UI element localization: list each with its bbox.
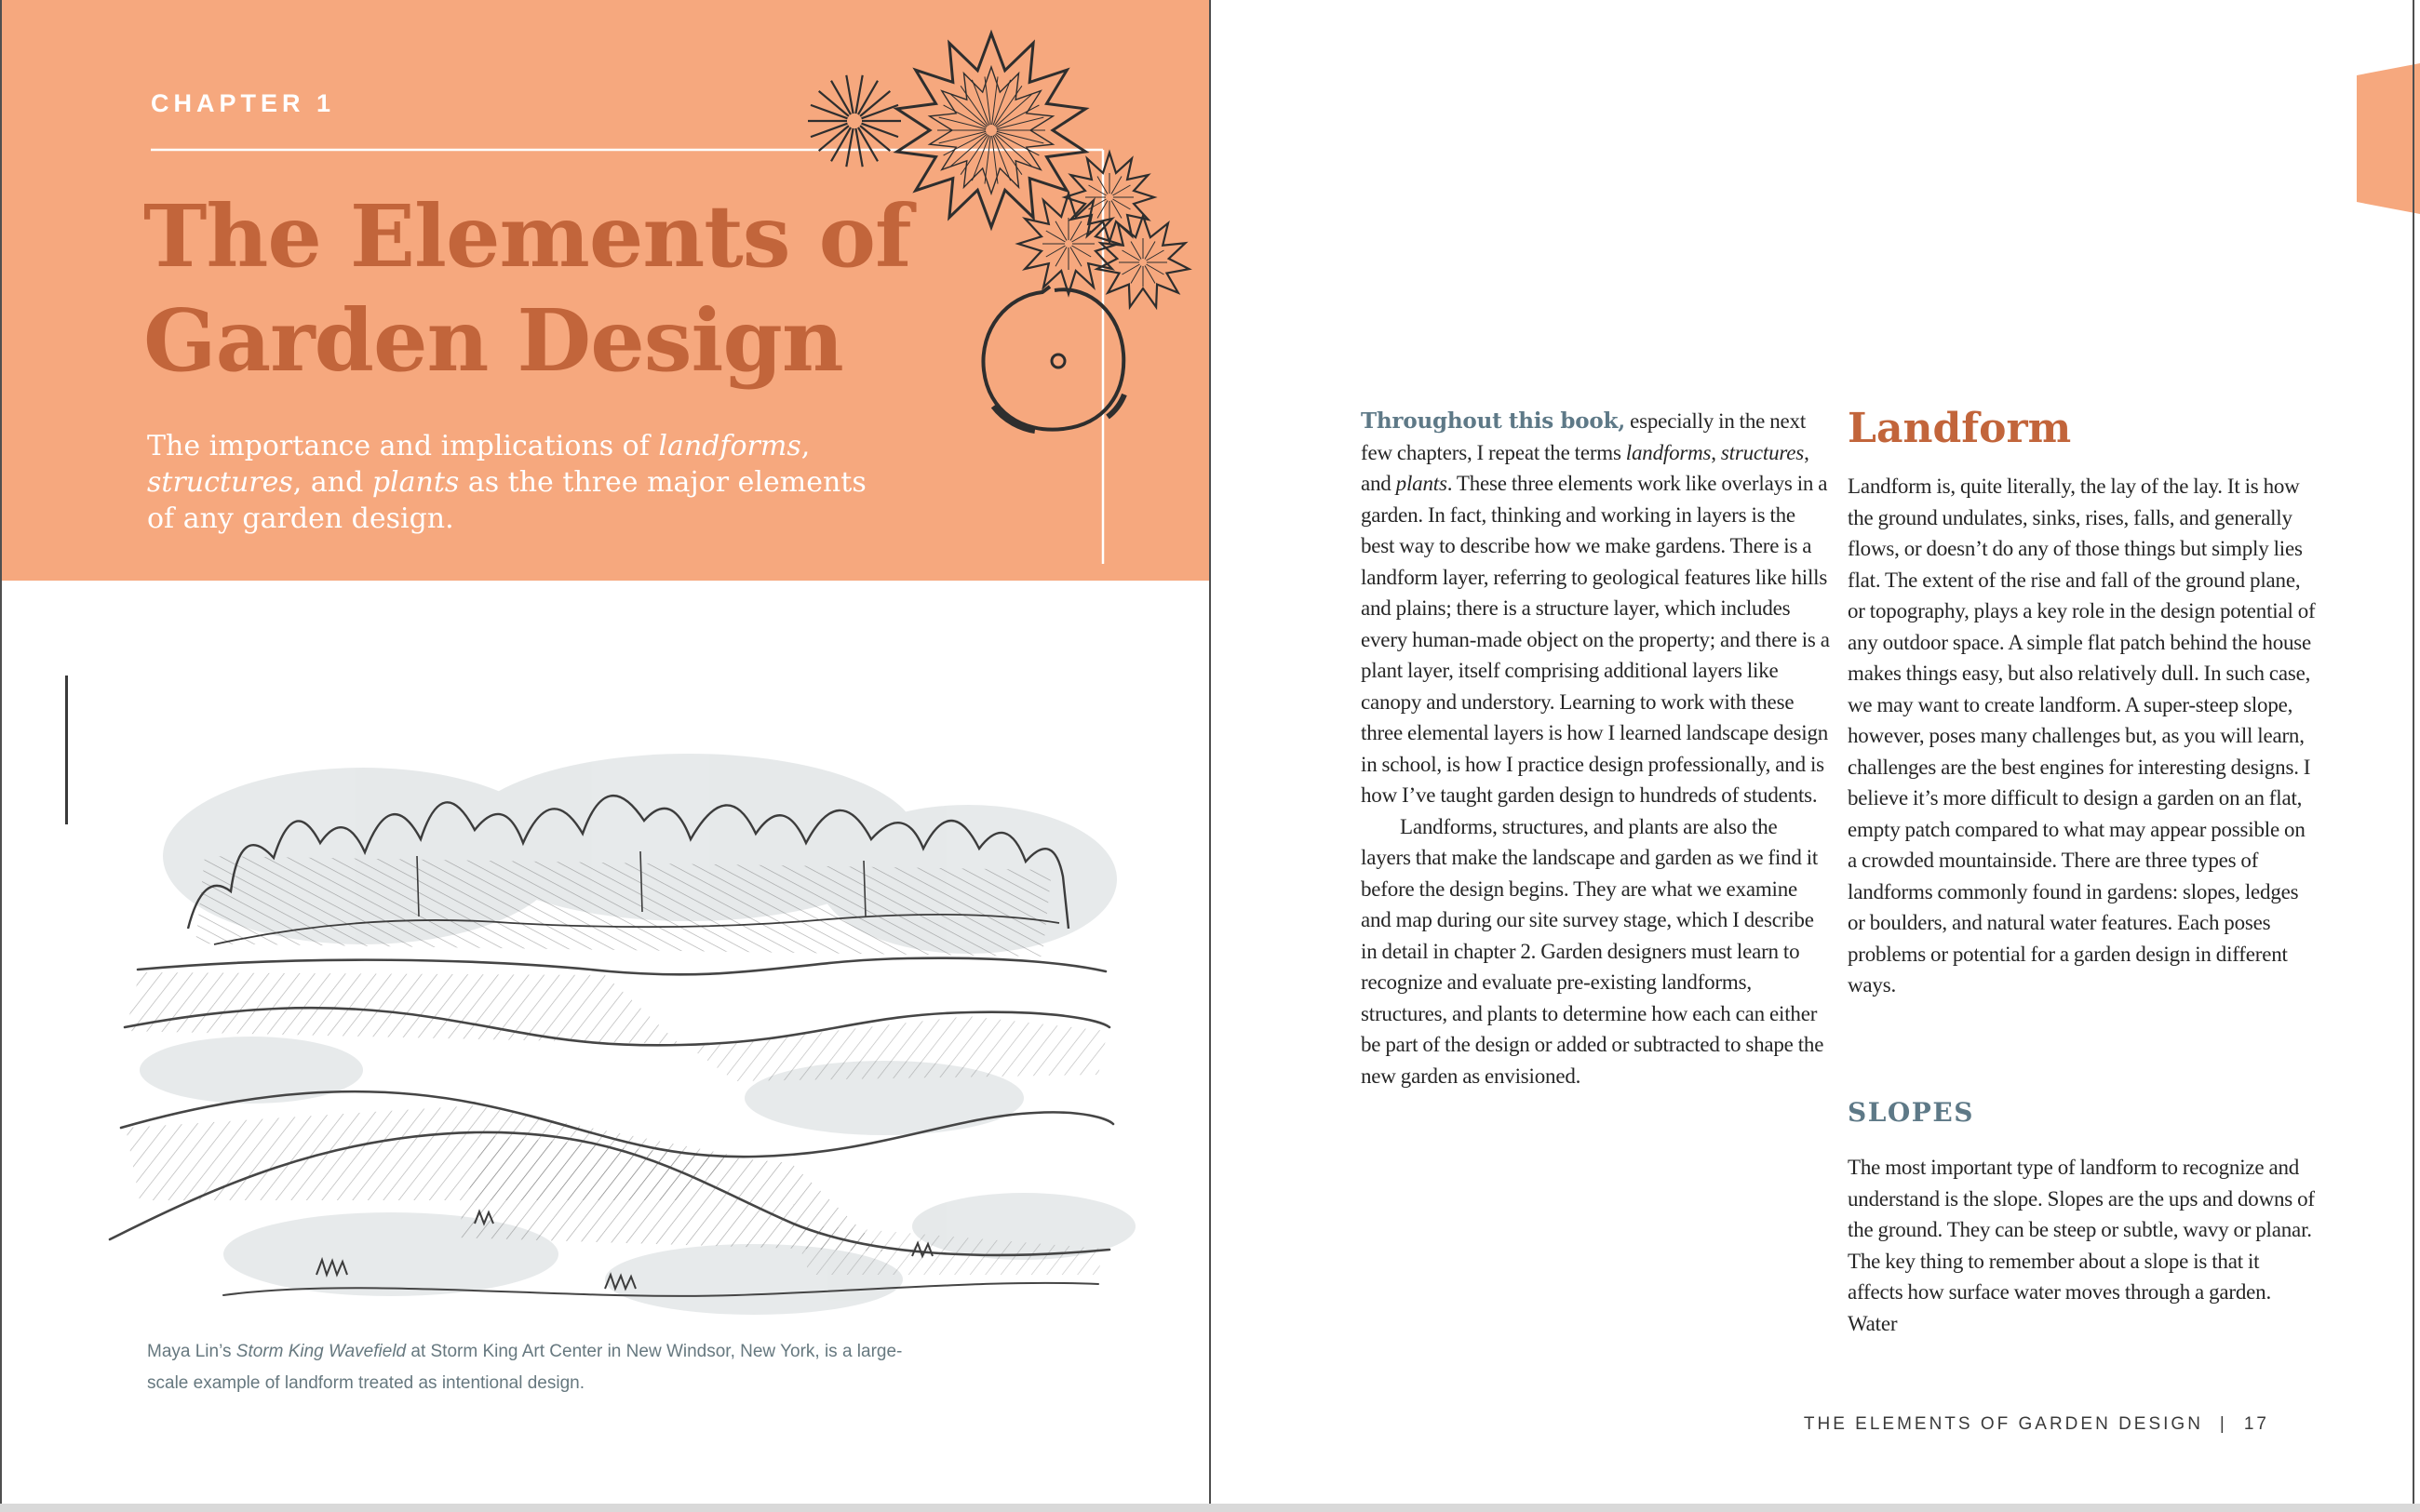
running-footer: [1212, 1414, 2269, 1435]
large-star-flower-plan-icon: [897, 33, 1086, 227]
footer-page-number: 17: [2243, 1414, 2269, 1434]
page-gutter-seam: [1209, 0, 1211, 1504]
page-title: [143, 184, 911, 393]
chapter-kicker: CHAPTER 1: [151, 89, 336, 117]
footer-book-title: THE ELEMENTS OF GARDEN DESIGN: [1803, 1414, 2203, 1434]
slopes-paragraph: The most important type of landform to recognize and understand is the slope. Slopes are the ups and downs of the ground. They can be steep or subtle, wavy or planar. The key thing to remember about a slope is that it affects how surface water moves through a garden. Water: [1848, 1156, 2315, 1335]
subtitle-line: of any garden design.: [147, 502, 454, 535]
chapter-opener-hero: [0, 0, 1210, 581]
illustration-caption: Maya Lin’s Storm King Wavefield at Storm King Art Center in New Windsor, New York, is a large-scale example of landform treated as intentional design.: [147, 1342, 903, 1393]
small-flower-plan-icon: [808, 75, 901, 167]
subtitle-line: The importance and implications of landforms,: [147, 430, 811, 462]
page-title-line-1: The Elements of: [143, 186, 911, 287]
intro-paragraph-1: Throughout this book, especially in the next few chapters, I repeat the terms landforms, structures, and plants. These three elements work like overlays in a garden. In fact, thinking and working in layers is the best way to describe how we make gardens. There is a landform layer, referring to geological features like hills and plains; there is a structure layer, which includes every human-made object on the property; and there is a plant layer, itself comprising additional layers like canopy and understory. Learning to work with these three elemental layers is how I learned landscape design in school, is how I practice design professionally, and is how I’ve taught garden design to hundreds of students.: [1361, 408, 1830, 807]
chapter-subtitle: [147, 428, 867, 537]
page-edge-left: [0, 0, 2, 1504]
wavefield-landscape-sketch: [84, 679, 1154, 1326]
intro-column: [1361, 406, 1831, 1091]
landform-heading: Landform: [1848, 406, 2072, 452]
subtitle-line: structures, and plants as the three major elements: [147, 466, 867, 499]
chapter-fore-edge-tab: [2357, 63, 2420, 214]
landform-paragraph: Landform is, quite literally, the lay of the lay. It is how the ground undulates, sinks, rises, falls, and generally flows, or doesn’t do any of those things but simply lies flat. The extent of the rise and fall of the ground plane, or topography, plays a key role in the design potential of any outdoor space. A simple flat patch behind the house makes things easy, but also relatively dull. In such case, we may want to create landform. A super-steep slope, however, poses many challenges but, as you will learn, challenges are the best engines for interesting designs. I believe it’s more difficult to design a garden on an flat, empty patch compared to what may appear possible on a crowded mountainside. There are three types of landforms commonly found in gardens: slopes, ledges or boulders, and natural water features. Each poses problems or potential for a garden design in different ways.: [1848, 475, 2316, 997]
treeline-hatching: [195, 856, 1052, 957]
intro-paragraph-2: Landforms, structures, and plants are also the layers that make the landscape and garden as we find it before the design begins. They are what we examine and map during our site survey stage, which I describe in detail in chapter 2. Garden designers must learn to recognize and evaluate pre-existing landforms, structures, and plants to determine how each can either be part of the design or added or subtracted to shape the new garden as envisioned.: [1361, 814, 1824, 1088]
margin-tick-mark: [65, 676, 68, 824]
landform-section: [1848, 406, 2318, 1001]
slopes-heading: SLOPES: [1848, 1097, 1974, 1128]
slopes-section: [1848, 1098, 2318, 1339]
page-edge-right: [2413, 0, 2414, 1504]
page-title-line-2: Garden Design: [143, 290, 843, 391]
footer-separator: |: [2219, 1414, 2227, 1434]
desk-surface: [0, 1504, 2420, 1512]
